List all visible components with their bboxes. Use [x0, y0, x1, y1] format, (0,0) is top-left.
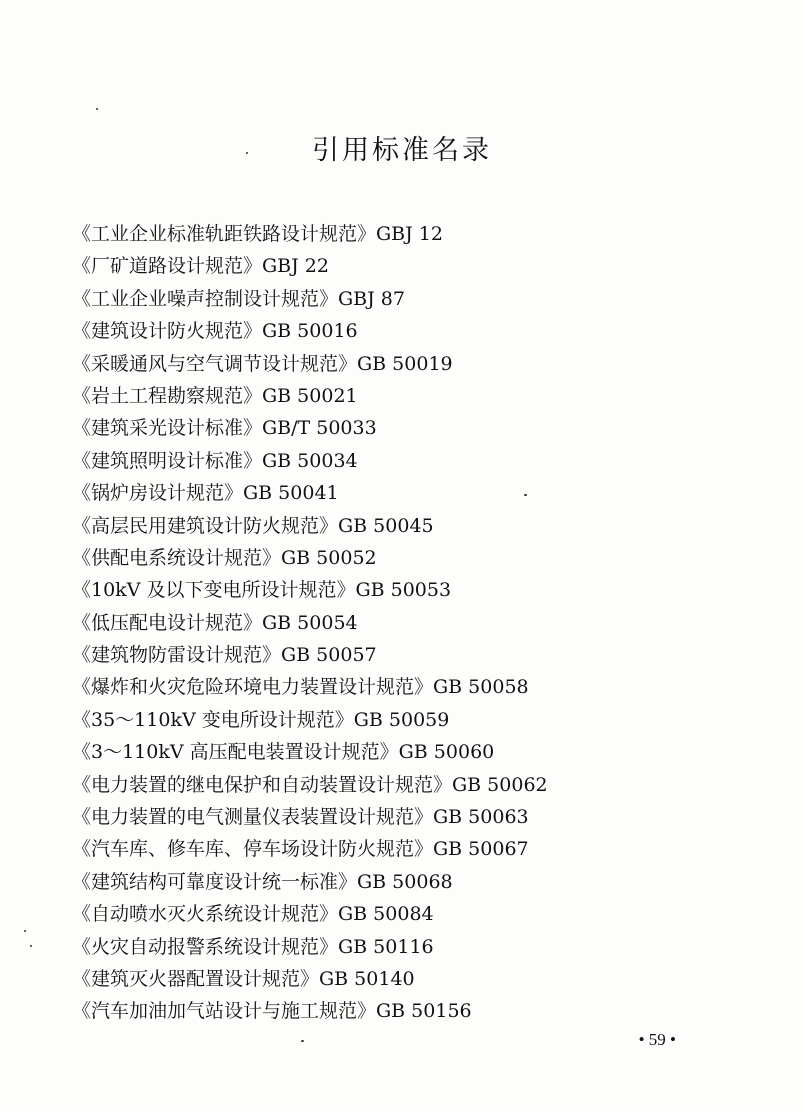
scan-speck	[30, 945, 32, 947]
scan-speck	[301, 1040, 304, 1042]
reference-item: 《建筑照明设计标准》GB 50034	[72, 449, 358, 472]
reference-item: 《锅炉房设计规范》GB 50041	[72, 482, 339, 505]
reference-item: 《汽车加油加气站设计与施工规范》GB 50156	[72, 1000, 472, 1023]
reference-item: 《岩土工程勘察规范》GB 50021	[72, 384, 358, 407]
reference-item: 《35～110kV 变电所设计规范》GB 50059	[72, 708, 450, 731]
scan-speck	[524, 494, 527, 496]
scan-speck	[246, 152, 248, 154]
reference-item: 《10kV 及以下变电所设计规范》GB 50053	[72, 579, 452, 602]
reference-item: 《自动喷水灭火系统设计规范》GB 50084	[72, 903, 434, 926]
page-title: 引用标准名录	[312, 135, 492, 166]
reference-item: 《建筑设计防火规范》GB 50016	[72, 320, 358, 343]
reference-item: 《低压配电设计规范》GB 50054	[72, 611, 358, 634]
reference-item: 《爆炸和火灾危险环境电力装置设计规范》GB 50058	[72, 676, 529, 699]
scan-speck	[24, 930, 26, 932]
scan-speck	[96, 108, 98, 110]
reference-item: 《建筑采光设计标准》GB/T 50033	[72, 417, 377, 440]
page-number: • 59 •	[638, 1030, 676, 1049]
reference-item: 《电力装置的电气测量仪表装置设计规范》GB 50063	[72, 806, 529, 829]
reference-item: 《工业企业噪声控制设计规范》GBJ 87	[72, 287, 405, 310]
reference-item: 《建筑灭火器配置设计规范》GB 50140	[72, 967, 415, 990]
reference-item: 《厂矿道路设计规范》GBJ 22	[72, 255, 329, 278]
reference-item: 《汽车库、修车库、停车场设计防火规范》GB 50067	[72, 838, 529, 861]
reference-item: 《建筑结构可靠度设计统一标准》GB 50068	[72, 870, 453, 893]
reference-item: 《火灾自动报警系统设计规范》GB 50116	[72, 935, 434, 958]
reference-item: 《高层民用建筑设计防火规范》GB 50045	[72, 514, 434, 537]
reference-item: 《供配电系统设计规范》GB 50052	[72, 546, 377, 569]
reference-item: 《3～110kV 高压配电装置设计规范》GB 50060	[72, 741, 495, 764]
reference-item: 《工业企业标准轨距铁路设计规范》GBJ 12	[72, 223, 443, 245]
reference-item: 《采暖通风与空气调节设计规范》GB 50019	[72, 352, 453, 375]
reference-item: 《建筑物防雷设计规范》GB 50057	[72, 644, 377, 667]
reference-item: 《电力装置的继电保护和自动装置设计规范》GB 50062	[72, 773, 548, 796]
reference-list	[72, 218, 548, 1028]
